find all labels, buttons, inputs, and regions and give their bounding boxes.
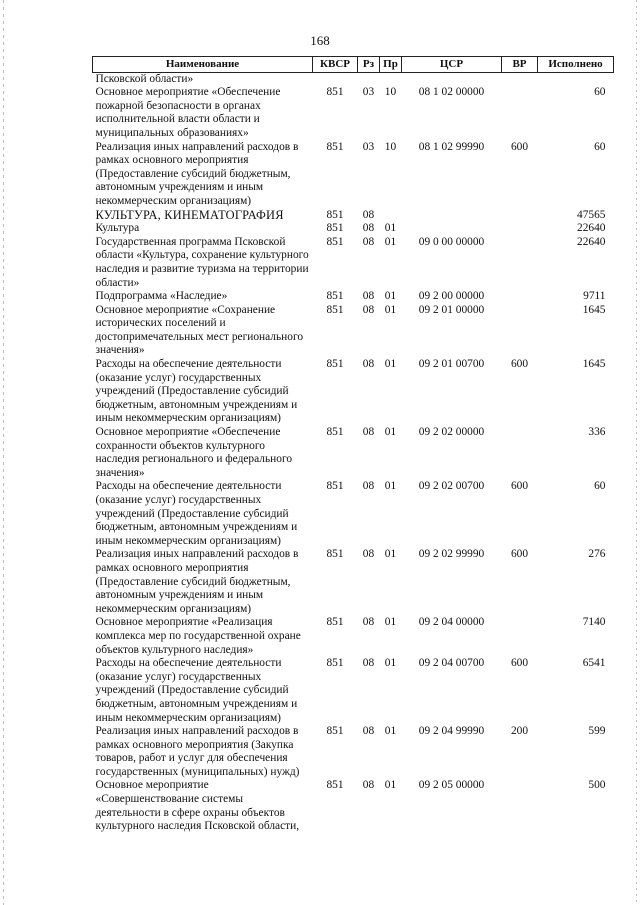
cell-name: Основное мероприятие «Сохранение исторических поселений и достопримечательных мест регионального значения» [95,303,304,357]
cell-name: КУЛЬТУРА, КИНЕМАТОГРАФИЯ [95,207,284,222]
cell-name: Расходы на обеспечение деятельности (оказание услуг) государственных учреждений (Предоставление субсидий бюджетным, автономным учреждениям и иным некоммерческим организациям) [95,480,298,547]
cell-rz [358,72,380,86]
cell-pr: 01 [384,616,397,629]
cell-vr [502,426,538,480]
cell-sum: 276 [588,548,606,561]
cell-vr: 200 [510,725,529,738]
cell-kvsr: 851 [326,657,344,670]
cell-kvsr: 851 [326,426,344,439]
cell-name: Расходы на обеспечение деятельности (оказание услуг) государственных учреждений (Предоставление субсидий бюджетным, автономным учреждениям и иным некоммерческим организациям) [95,358,298,425]
cell-vr [502,616,538,657]
column-header-pr: Пр [380,57,402,73]
table-header-row [93,57,614,73]
cell-rz: 08 [362,290,375,303]
cell-csr: 09 2 02 00000 [418,426,485,439]
cell-vr: 600 [510,140,529,153]
cell-kvsr: 851 [326,779,344,792]
cell-sum: 500 [588,779,606,792]
cell-rz: 03 [362,140,375,153]
cell-name: Псковской области» [95,72,194,85]
cell-name: Реализация иных направлений расходов в рамках основного мероприятия (Предоставление субсидий бюджетным, автономным учреждениям и иным некоммерческим организациям) [95,140,299,207]
cell-pr: 10 [384,140,397,153]
cell-sum [538,72,614,86]
cell-sum: 22640 [577,235,606,248]
table-row [93,426,614,480]
cell-csr [402,72,502,86]
table-row [93,725,614,779]
cell-rz: 08 [362,616,375,629]
cell-kvsr: 851 [326,358,344,371]
cell-sum: 9711 [583,290,606,303]
cell-sum: 60 [594,86,606,99]
cell-pr: 01 [384,222,397,235]
table-row [93,548,614,616]
cell-kvsr: 851 [326,548,344,561]
cell-pr: 01 [384,235,397,248]
cell-rz: 08 [362,657,375,670]
cell-rz: 08 [362,358,375,371]
column-header-name: Наименование [93,57,313,73]
cell-sum: 336 [588,426,606,439]
cell-pr: 01 [384,426,397,439]
table-row [93,358,614,426]
cell-name: Реализация иных направлений расходов в рамках основного мероприятия (Предоставление субсидий бюджетным, автономным учреждениям и иным некоммерческим организациям) [95,548,299,615]
table-row [93,657,614,725]
cell-csr: 09 2 02 99990 [418,548,485,561]
cell-csr: 09 2 01 00700 [418,358,485,371]
cell-pr [380,209,402,223]
table-row [93,141,614,209]
cell-vr [502,86,538,140]
cell-kvsr: 851 [326,222,344,235]
budget-table [92,56,614,834]
cell-rz: 08 [362,779,375,792]
cell-rz: 08 [362,480,375,493]
cell-sum: 1645 [582,358,606,371]
cell-rz: 08 [362,208,375,221]
page-number: 168 [310,33,330,48]
cell-pr: 01 [384,358,397,371]
cell-name: Культура [95,222,140,235]
cell-csr: 08 1 02 00000 [418,86,485,99]
cell-vr [502,236,538,290]
cell-kvsr: 851 [326,616,344,629]
scan-edge-left [3,0,4,905]
cell-csr: 09 2 04 00700 [418,657,485,670]
cell-csr [402,209,502,223]
cell-csr: 09 2 04 99990 [418,725,485,738]
cell-pr: 01 [384,303,397,316]
cell-name: Основное мероприятие «Реализация комплекса мер по государственной охране объектов культурного наследия» [95,616,301,656]
column-header-csr: ЦСР [402,57,502,73]
cell-sum: 6541 [582,657,606,670]
cell-csr: 09 0 00 00000 [418,235,485,248]
cell-vr: 600 [510,480,529,493]
cell-kvsr: 851 [326,140,344,153]
table-row [93,86,614,140]
cell-name: Реализация иных направлений расходов в рамках основного мероприятия (Закупка товаров, работ и услуг для обеспечения государственных (муниципальных) нужд) [95,725,300,778]
cell-kvsr: 851 [326,725,344,738]
cell-kvsr [313,72,358,86]
cell-sum: 599 [588,725,606,738]
cell-rz: 08 [362,548,375,561]
cell-sum: 22640 [577,222,606,235]
cell-rz: 03 [362,86,375,99]
cell-kvsr: 851 [326,86,344,99]
cell-csr [402,222,502,236]
cell-vr [502,209,538,223]
cell-pr: 01 [384,290,397,303]
cell-sum: 7140 [582,616,606,629]
cell-rz: 08 [362,303,375,316]
cell-csr: 09 2 05 00000 [418,779,485,792]
table-row [93,72,614,86]
cell-pr: 10 [384,86,397,99]
column-header-rz: Рз [358,57,380,73]
cell-pr: 01 [384,779,397,792]
table-row [93,222,614,236]
cell-kvsr: 851 [326,208,344,221]
cell-sum: 60 [594,140,606,153]
cell-kvsr: 851 [326,235,344,248]
table-body [93,72,614,834]
table-row [93,304,614,358]
table-row [93,290,614,304]
cell-pr [380,72,402,86]
cell-name: Государственная программа Псковской области «Культура, сохранение культурного наследия и развитие туризма на территории области» [95,235,309,289]
table-row [93,480,614,548]
cell-pr: 01 [384,725,397,738]
cell-sum: 47565 [577,208,606,221]
cell-csr: 09 2 04 00000 [418,616,485,629]
cell-csr: 08 1 02 99990 [418,140,485,153]
cell-sum: 1645 [582,303,606,316]
cell-rz: 08 [362,222,375,235]
cell-vr: 600 [510,548,529,561]
cell-vr [502,222,538,236]
cell-rz: 08 [362,426,375,439]
cell-name: Расходы на обеспечение деятельности (оказание услуг) государственных учреждений (Предоставление субсидий бюджетным, автономным учреждениям и иным некоммерческим организациям) [95,657,298,724]
cell-name: Подпрограмма «Наследие» [95,290,228,303]
cell-pr: 01 [384,480,397,493]
cell-kvsr: 851 [326,290,344,303]
column-header-sum: Исполнено [538,57,614,73]
cell-kvsr: 851 [326,303,344,316]
cell-vr: 600 [510,657,529,670]
table-row [93,616,614,657]
column-header-kvsr: КВСР [313,57,358,73]
cell-pr: 01 [384,657,397,670]
cell-pr: 01 [384,548,397,561]
cell-csr: 09 2 01 00000 [418,303,485,316]
cell-vr [502,290,538,304]
cell-sum: 60 [594,480,606,493]
cell-kvsr: 851 [326,480,344,493]
cell-rz: 08 [362,725,375,738]
cell-vr [502,72,538,86]
cell-csr: 09 2 00 00000 [418,290,485,303]
cell-name: Основное мероприятие «Совершенствование системы деятельности в сфере охраны объектов культурного наследия Псковской области, [95,779,300,833]
table-row [93,236,614,290]
table-row [93,779,614,833]
cell-vr: 600 [510,358,529,371]
cell-name: Основное мероприятие «Обеспечение сохранности объектов культурного наследия регионального и федерального значения» [95,426,293,479]
table-row [93,209,614,223]
cell-vr [502,304,538,358]
column-header-vr: ВР [502,57,538,73]
cell-vr [502,779,538,833]
scan-edge-right [636,0,637,905]
cell-name: Основное мероприятие «Обеспечение пожарной безопасности в органах исполнительной власти области и муниципальных образованиях» [95,86,281,139]
cell-csr: 09 2 02 00700 [418,480,485,493]
cell-rz: 08 [362,235,375,248]
